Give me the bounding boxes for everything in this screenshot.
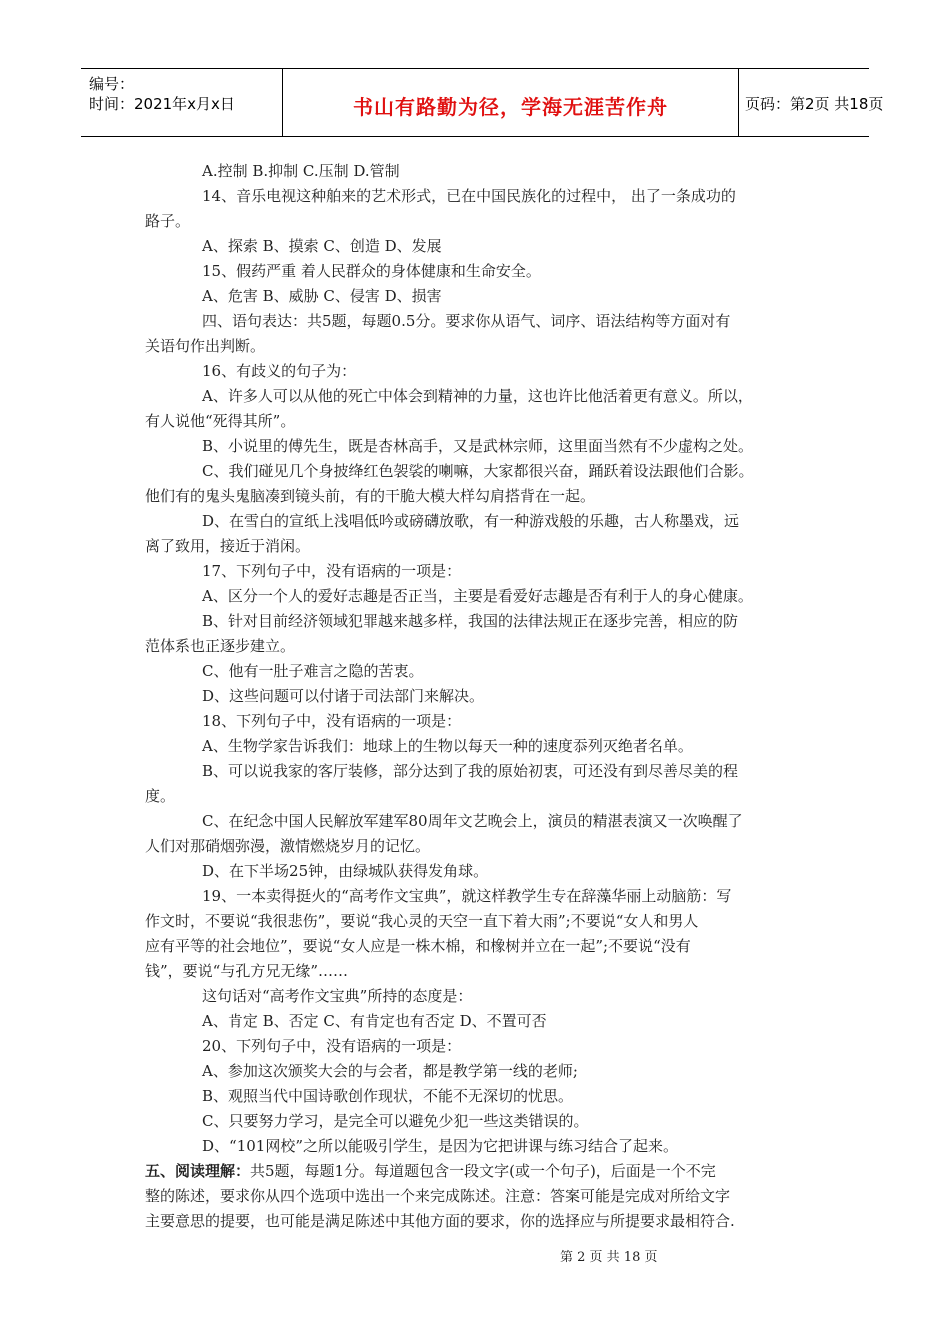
header-info-cell	[81, 69, 283, 136]
time-label: 时间：2021年x月x日	[89, 95, 235, 113]
text-line: 19、一本卖得挺火的“高考作文宝典”，就这样教学生专在辞藻华丽上动脑筋：写	[202, 887, 732, 905]
text-line: 范体系也正逐步建立。	[145, 637, 296, 655]
number-label: 编号：	[89, 75, 135, 93]
text-line: 离了致用，接近于消闲。	[145, 537, 311, 555]
text-line: 路子。	[145, 212, 191, 230]
text-line: 17、下列句子中，没有语病的一项是：	[202, 562, 462, 580]
motto: 书山有路勤为径，学海无涯苦作舟	[353, 95, 668, 119]
header-motto-cell	[283, 69, 739, 136]
text-line: 有人说他“死得其所”。	[145, 412, 296, 430]
text-line: A、区分一个人的爱好志趣是否正当，主要是看爱好志趣是否有利于人的身心健康。	[202, 587, 753, 605]
section-heading: 五、阅读理解：	[145, 1162, 251, 1180]
text-line: B、小说里的傅先生，既是杏林高手，又是武林宗师，这里面当然有不少虚构之处。	[202, 437, 754, 455]
text-line: C、在纪念中国人民解放军建军80周年文艺晚会上，演员的精湛表演又一次唤醒了	[202, 812, 743, 830]
text-line: C、我们碰见几个身披绛红色袈裟的喇嘛，大家都很兴奋，踊跃着设法跟他们合影。	[202, 462, 754, 480]
section-intro: 共5题，每题1分。每道题包含一段文字(或一个句子)，后面是一个不完	[250, 1162, 716, 1180]
header-page-cell	[739, 69, 884, 136]
text-line: 作文时，不要说“我很悲伤”，要说“我心灵的天空一直下着大雨”;不要说“女人和男人	[145, 912, 699, 930]
text-line: 人们对那硝烟弥漫，激情燃烧岁月的记忆。	[145, 837, 431, 855]
text-line: A、探索 B、摸索 C、创造 D、发展	[202, 237, 442, 255]
text-line: 主要意思的提要，也可能是满足陈述中其他方面的要求，你的选择应与所提要求最相符合.	[145, 1212, 735, 1230]
text-line: 度。	[145, 787, 176, 805]
text-line: A、肯定 B、否定 C、有肯定也有否定 D、不置可否	[202, 1012, 547, 1030]
text-line: 16、有歧义的句子为：	[202, 362, 357, 380]
text-line: 他们有的鬼头鬼脑凑到镜头前，有的干脆大模大样勾肩搭背在一起。	[145, 487, 596, 505]
text-line: D、在雪白的宣纸上浅唱低吟或磅礴放歌，有一种游戏般的乐趣，古人称墨戏，远	[202, 512, 740, 530]
text-line: 这句话对“高考作文宝典”所持的态度是：	[202, 987, 473, 1005]
text-line: B、针对目前经济领域犯罪越来越多样，我国的法律法规正在逐步完善，相应的防	[202, 612, 739, 630]
text-line: D、这些问题可以付诸于司法部门来解决。	[202, 687, 485, 705]
text-line: C、他有一肚子难言之隐的苦衷。	[202, 662, 424, 680]
text-line: A、危害 B、威胁 C、侵害 D、损害	[202, 287, 442, 305]
text-line: A、生物学家告诉我们：地球上的生物以每天一种的速度忝列灭绝者名单。	[202, 737, 693, 755]
text-line: 应有平等的社会地位”，要说“女人应是一株木棉，和橡树并立在一起”;不要说“没有	[145, 937, 691, 955]
text-line: A、参加这次颁奖大会的与会者，都是教学第一线的老师;	[202, 1062, 578, 1080]
text-line: 20、下列句子中，没有语病的一项是：	[202, 1037, 462, 1055]
text-line: A.控制 B.抑制 C.压制 D.管制	[202, 162, 400, 180]
text-line: 关语句作出判断。	[145, 337, 266, 355]
page-footer: 第 2 页 共 18 页	[560, 1250, 658, 1265]
text-line: 整的陈述，要求你从四个选项中选出一个来完成陈述。注意：答案可能是完成对所给文字	[145, 1187, 731, 1205]
text-line: 14、音乐电视这种舶来的艺术形式，已在中国民族化的过程中， 出了一条成功的	[202, 187, 736, 205]
text-line: 四、语句表达：共5题，每题0.5分。要求你从语气、词序、语法结构等方面对有	[202, 312, 731, 330]
text-line: 18、下列句子中，没有语病的一项是：	[202, 712, 462, 730]
text-line: 钱”，要说“与孔方兄无缘”……	[145, 962, 349, 980]
text-line: B、观照当代中国诗歌创作现状，不能不无深切的忧思。	[202, 1087, 574, 1105]
text-line: A、许多人可以从他的死亡中体会到精神的力量，这也许比他活着更有意义。所以，	[202, 387, 753, 405]
text-line: D、“101网校”之所以能吸引学生，是因为它把讲课与练习结合了起来。	[202, 1137, 678, 1155]
text-line: D、在下半场25钟，由绿城队获得发角球。	[202, 862, 489, 880]
text-line: B、可以说我家的客厅装修，部分达到了我的原始初衷，可还没有到尽善尽美的程	[202, 762, 739, 780]
text-line: 15、假药严重 着人民群众的身体健康和生命安全。	[202, 262, 541, 280]
page-header	[81, 68, 884, 137]
page-label: 页码：第2页 共18页	[745, 95, 884, 113]
text-line: C、只要努力学习，是完全可以避免少犯一些这类错误的。	[202, 1112, 589, 1130]
text-line	[145, 1161, 716, 1181]
